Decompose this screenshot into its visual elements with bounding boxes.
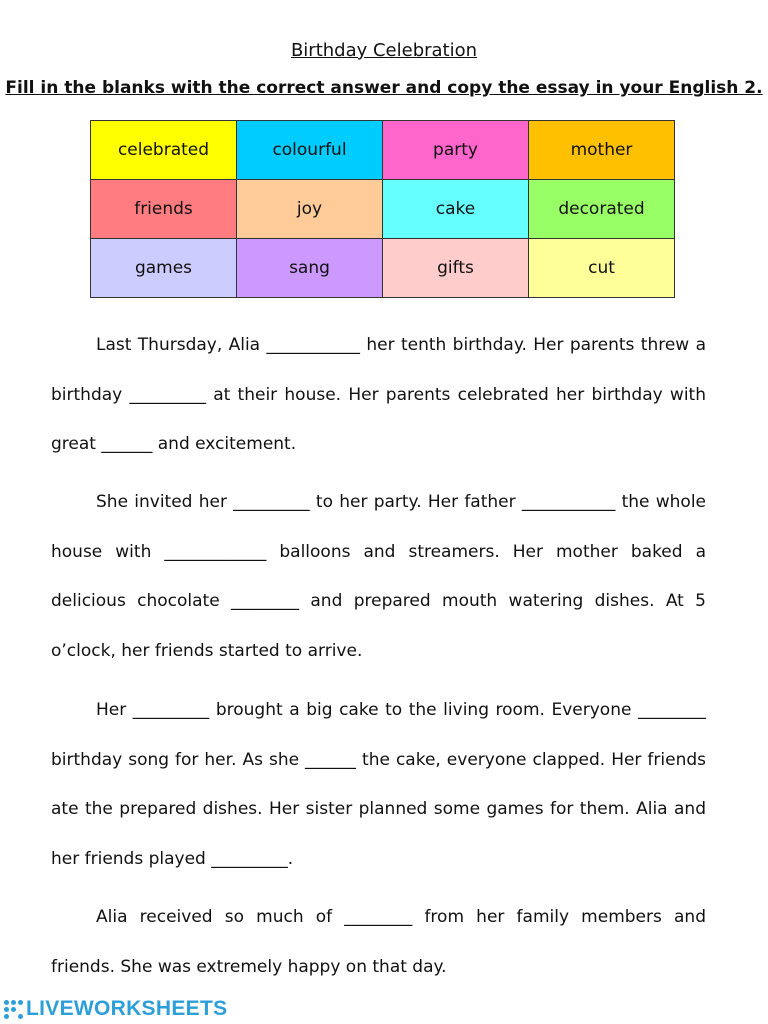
essay-text: Last Thursday, Alia ___________ her tenth birthday. Her parents threw a birthday _________ at their house. Her parents celebrated her birthday with great ______ and excitement. xyxy=(51,335,706,454)
word-bank-row xyxy=(91,180,675,239)
word-bank-table xyxy=(90,120,675,298)
liveworksheets-logo[interactable] xyxy=(2,996,227,1022)
word-bank-cell: gifts xyxy=(383,239,529,298)
essay-text: Alia received so much of ________ from her family members and friends. She was extremely happy on that day. xyxy=(51,907,706,977)
word-bank-cell: mother xyxy=(529,121,675,180)
instruction-text: Fill in the blanks with the correct answer and copy the essay in your English 2. xyxy=(5,78,763,98)
word-bank-cell: joy xyxy=(237,180,383,239)
word-bank-cell: colourful xyxy=(237,121,383,180)
word-bank-cell: decorated xyxy=(529,180,675,239)
word-bank-cell: cut xyxy=(529,239,675,298)
word-bank-cell: sang xyxy=(237,239,383,298)
page-title: Birthday Celebration xyxy=(290,40,478,61)
essay-text: She invited her _________ to her party. Her father ___________ the whole house with ____________ balloons and streamers. Her mother baked a delicious chocolate ________ and prepared mouth watering dishes. At 5 o’clock, her friends started to arrive. xyxy=(51,492,706,661)
essay-paragraph-3 xyxy=(51,686,706,884)
word-bank-row xyxy=(91,121,675,180)
essay-paragraph-4 xyxy=(51,893,706,992)
word-bank-cell: party xyxy=(383,121,529,180)
logo-text: LIVEWORKSHEETS xyxy=(26,997,228,1020)
liveworksheets-dots-icon xyxy=(2,998,24,1020)
word-bank-cell: games xyxy=(91,239,237,298)
word-bank-cell: friends xyxy=(91,180,237,239)
essay-paragraph-1 xyxy=(51,321,706,470)
essay-paragraph-2 xyxy=(51,478,706,676)
essay-text: Her _________ brought a big cake to the living room. Everyone ________ birthday song for her. As she ______ the cake, everyone clapped. Her friends ate the prepared dishes. Her sister planned some games for them. Alia and her friends played _________. xyxy=(51,700,706,869)
word-bank-cell: cake xyxy=(383,180,529,239)
word-bank-cell: celebrated xyxy=(91,121,237,180)
word-bank-row xyxy=(91,239,675,298)
